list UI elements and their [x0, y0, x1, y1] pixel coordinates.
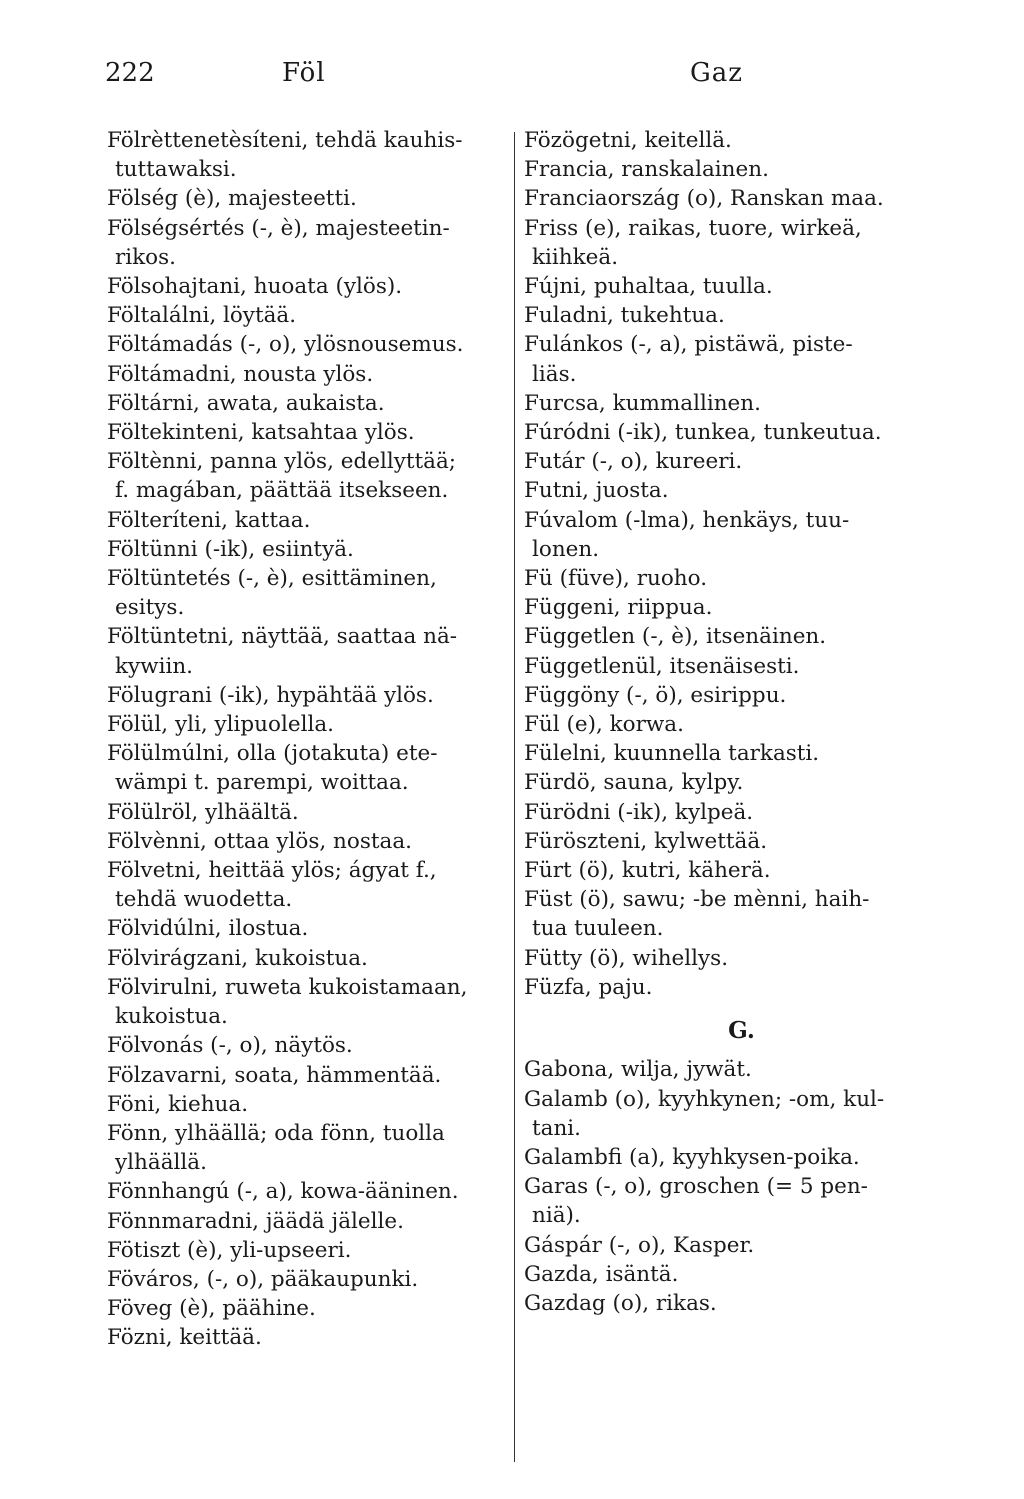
entry-line: Fölteríteni, kattaa.	[107, 507, 311, 533]
entry-line: Füst (ö), sawu; -be mènni, haih-	[524, 887, 870, 913]
entry-line: Gabona, wilja, jywät.	[524, 1057, 752, 1083]
entry-line: Galambfi (a), kyyhkysen-poika.	[524, 1144, 860, 1170]
entry-line: Föltüntetés (-, è), esittäminen,	[107, 566, 437, 592]
running-head-left: Föl	[282, 58, 326, 88]
dictionary-entry	[524, 184, 929, 213]
entry-line: Föltekinteni, katsahtaa ylös.	[107, 420, 415, 446]
entry-continuation: niä).	[532, 1203, 581, 1229]
entry-line: Fulánkos (-, a), pistäwä, piste-	[524, 332, 853, 358]
entry-line: Fülelni, kuunnella tarkasti.	[524, 741, 820, 767]
dictionary-entry	[107, 535, 507, 564]
entry-line: Futár (-, o), kureeri.	[524, 449, 743, 475]
dictionary-entry	[107, 126, 507, 184]
entry-continuation: tua tuuleen.	[532, 916, 664, 942]
entry-line: Füzfa, paju.	[524, 974, 653, 1000]
entry-line: Föltènni, panna ylös, edellyttää;	[107, 449, 457, 475]
entry-line: Fölülröl, ylhäältä.	[107, 799, 299, 825]
dictionary-entry	[524, 126, 929, 155]
dictionary-entry	[524, 447, 929, 476]
dictionary-entry	[524, 885, 929, 943]
entry-continuation: lonen.	[532, 536, 600, 562]
dictionary-entry	[524, 418, 929, 447]
dictionary-entry	[524, 564, 929, 593]
entry-line: Füröszteni, kylwettää.	[524, 828, 768, 854]
entry-line: Fölségsértés (-, è), majesteetin-	[107, 215, 450, 241]
dictionary-entry	[107, 739, 507, 797]
entry-line: Fúródni (-ik), tunkea, tunkeutua.	[524, 420, 882, 446]
entry-line: Függeni, riippua.	[524, 595, 713, 621]
entry-continuation: esitys.	[115, 595, 185, 621]
entry-continuation: kywiin.	[115, 653, 194, 679]
entry-line: Föltünni (-ik), esiintyä.	[107, 536, 354, 562]
entry-line: Fü (füve), ruoho.	[524, 566, 708, 592]
entry-line: Fölvirágzani, kukoistua.	[107, 945, 368, 971]
dictionary-entry	[107, 418, 507, 447]
dictionary-entry	[524, 214, 929, 272]
entry-continuation: wämpi t. parempi, woittaa.	[115, 770, 409, 796]
right-column	[524, 126, 929, 1318]
dictionary-entry	[107, 184, 507, 213]
dictionary-entry	[524, 681, 929, 710]
entry-line: Friss (e), raikas, tuore, wirkeä,	[524, 215, 862, 241]
entry-line: Fönnmaradni, jäädä jälelle.	[107, 1208, 404, 1234]
entry-continuation: ylhäällä.	[115, 1150, 207, 1176]
entry-line: Fül (e), korwa.	[524, 712, 684, 738]
entry-line: Független (-, è), itsenäinen.	[524, 624, 827, 650]
entry-line: Francia, ranskalainen.	[524, 157, 769, 183]
entry-continuation: liäs.	[532, 361, 577, 387]
entry-line: Fönn, ylhäällä; oda fönn, tuolla	[107, 1120, 445, 1146]
dictionary-entry	[524, 272, 929, 301]
entry-line: Föltüntetni, näyttää, saattaa nä-	[107, 624, 458, 650]
dictionary-entry	[524, 1055, 929, 1084]
entry-line: Garas (-, o), groschen (= 5 pen-	[524, 1174, 868, 1200]
dictionary-entry	[524, 710, 929, 739]
entry-line: Fürdö, sauna, kylpy.	[524, 770, 744, 796]
entry-line: Gazdag (o), rikas.	[524, 1290, 717, 1316]
page-number: 222	[105, 58, 155, 88]
dictionary-entry	[107, 1119, 507, 1177]
dictionary-entry	[107, 622, 507, 680]
dictionary-entry	[107, 798, 507, 827]
dictionary-entry	[107, 681, 507, 710]
dictionary-entry	[107, 564, 507, 622]
entry-line: Galamb (o), kyyhkynen; -om, kul-	[524, 1086, 885, 1112]
entry-line: Föltámadás (-, o), ylösnousemus.	[107, 332, 464, 358]
entry-line: Föváros, (-, o), pääkaupunki.	[107, 1266, 419, 1292]
entry-continuation: tani.	[532, 1115, 582, 1141]
dictionary-entry	[524, 506, 929, 564]
dictionary-entry	[107, 360, 507, 389]
dictionary-entry	[524, 652, 929, 681]
entry-line: Függetlenül, itsenäisesti.	[524, 653, 800, 679]
dictionary-entry	[107, 914, 507, 943]
dictionary-entry	[524, 1085, 929, 1143]
dictionary-entry	[524, 973, 929, 1002]
dictionary-entry	[524, 798, 929, 827]
entry-line: Fölrèttenetèsíteni, tehdä kauhis-	[107, 128, 463, 153]
entry-line: Fürödni (-ik), kylpeä.	[524, 799, 754, 825]
entry-line: Fözni, keittää.	[107, 1325, 262, 1351]
dictionary-entry	[107, 1207, 507, 1236]
entry-line: Fúvalom (-lma), henkäys, tuu-	[524, 507, 850, 533]
dictionary-entry	[524, 739, 929, 768]
entry-line: Fölülmúlni, olla (jotakuta) ete-	[107, 741, 438, 767]
entry-line: Gazda, isäntä.	[524, 1261, 679, 1287]
dictionary-entry	[107, 506, 507, 535]
dictionary-entry	[107, 272, 507, 301]
dictionary-entry	[524, 593, 929, 622]
dictionary-entry	[524, 1260, 929, 1289]
entry-line: Függöny (-, ö), esirippu.	[524, 682, 787, 708]
dictionary-entry	[107, 301, 507, 330]
dictionary-entry	[524, 476, 929, 505]
entry-line: Föltámadni, nousta ylös.	[107, 361, 374, 387]
dictionary-entry	[107, 1031, 507, 1060]
entry-line: Fölsohajtani, huoata (ylös).	[107, 274, 403, 300]
dictionary-entry	[524, 1289, 929, 1318]
dictionary-entry	[107, 214, 507, 272]
dictionary-entry	[107, 1090, 507, 1119]
entry-line: Furcsa, kummallinen.	[524, 390, 761, 416]
entry-line: Fölvonás (-, o), näytös.	[107, 1033, 353, 1059]
dictionary-entry	[107, 973, 507, 1031]
entry-line: Fuladni, tukehtua.	[524, 303, 725, 329]
entry-line: Föveg (è), päähine.	[107, 1296, 316, 1322]
entry-line: Gáspár (-, o), Kasper.	[524, 1232, 755, 1258]
dictionary-entry	[107, 1294, 507, 1323]
entry-line: Fönnhangú (-, a), kowa-ääninen.	[107, 1179, 459, 1205]
dictionary-entry	[524, 1231, 929, 1260]
entry-line: Franciaország (o), Ranskan maa.	[524, 186, 884, 212]
entry-continuation: kukoistua.	[115, 1004, 228, 1030]
page-header	[0, 58, 1024, 98]
dictionary-entry	[524, 330, 929, 388]
right-column-entries-g	[524, 1055, 929, 1318]
dictionary-entry	[524, 827, 929, 856]
entry-line: Fürt (ö), kutri, käherä.	[524, 858, 771, 884]
dictionary-entry	[107, 944, 507, 973]
dictionary-entry	[107, 1265, 507, 1294]
dictionary-entry	[524, 1143, 929, 1172]
entry-line: Fölvidúlni, ilostua.	[107, 916, 309, 942]
dictionary-entry	[107, 389, 507, 418]
entry-line: Föltalálni, löytää.	[107, 303, 297, 329]
entry-line: Fölvirulni, ruweta kukoistamaan,	[107, 974, 468, 1000]
dictionary-entry	[524, 1172, 929, 1230]
entry-line: Futni, juosta.	[524, 478, 669, 504]
dictionary-entry	[524, 301, 929, 330]
entry-line: Föni, kiehua.	[107, 1091, 249, 1117]
dictionary-entry	[107, 710, 507, 739]
dictionary-entry	[524, 768, 929, 797]
entry-line: Fölvènni, ottaa ylös, nostaa.	[107, 828, 412, 854]
column-divider	[514, 132, 515, 1462]
dictionary-entry	[107, 827, 507, 856]
left-column	[107, 126, 507, 1353]
entry-continuation: rikos.	[115, 244, 176, 270]
dictionary-entry	[107, 330, 507, 359]
dictionary-entry	[524, 155, 929, 184]
dictionary-entry	[107, 1236, 507, 1265]
dictionary-entry	[107, 1177, 507, 1206]
dictionary-entry	[107, 1061, 507, 1090]
dictionary-entry	[107, 1323, 507, 1352]
entry-line: Fölül, yli, ylipuolella.	[107, 712, 334, 738]
entry-line: Föltárni, awata, aukaista.	[107, 390, 385, 416]
entry-line: Fölség (è), majesteetti.	[107, 186, 357, 212]
entry-continuation: kiihkeä.	[532, 244, 619, 270]
entry-continuation: tuttawaksi.	[115, 157, 237, 183]
entry-line: Fütty (ö), wihellys.	[524, 945, 729, 971]
entry-line: Fölugrani (-ik), hypähtää ylös.	[107, 682, 434, 708]
dictionary-entry	[524, 622, 929, 651]
entry-line: Fújni, puhaltaa, tuulla.	[524, 274, 773, 300]
dictionary-entry	[107, 447, 507, 505]
dictionary-entry	[524, 856, 929, 885]
right-column-entries	[524, 126, 929, 1002]
dictionary-entry	[107, 856, 507, 914]
running-head-right: Gaz	[690, 58, 743, 88]
entry-line: Fölzavarni, soata, hämmentää.	[107, 1062, 442, 1088]
dictionary-entry	[524, 944, 929, 973]
entry-continuation: tehdä wuodetta.	[115, 887, 293, 913]
entry-continuation: f. magában, päättää itsekseen.	[115, 478, 449, 504]
dictionary-entry	[524, 389, 929, 418]
entry-line: Fötiszt (è), yli-upseeri.	[107, 1237, 352, 1263]
entry-line: Fölvetni, heittää ylös; ágyat f.,	[107, 858, 437, 884]
entry-line: Fözögetni, keitellä.	[524, 128, 732, 153]
section-heading: G.	[728, 1017, 755, 1045]
